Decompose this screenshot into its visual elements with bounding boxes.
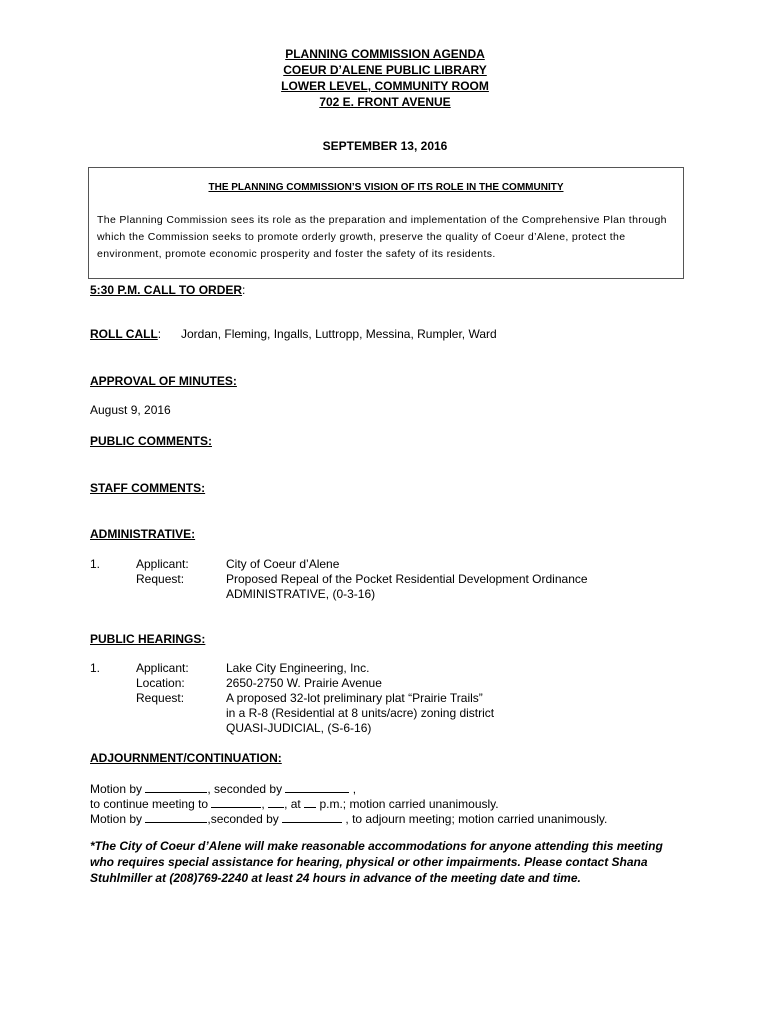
adjourn-l3b: ,seconded by <box>207 812 283 826</box>
roll-call-names: Jordan, Fleming, Ingalls, Luttropp, Messina, Rumpler, Ward <box>181 327 497 341</box>
hearing-location: 2650-2750 W. Prairie Avenue <box>226 676 382 690</box>
adjournment-heading <box>90 751 282 765</box>
meeting-date: SEPTEMBER 13, 2016 <box>322 139 448 153</box>
staff-comments-heading <box>90 481 205 495</box>
call-to-order-label: 5:30 P.M. CALL TO ORDER <box>90 283 243 297</box>
roll-call <box>90 327 161 341</box>
approval-item: August 9, 2016 <box>90 403 171 417</box>
continue-day-blank <box>268 796 284 808</box>
admin-applicant-label: Applicant: <box>136 557 189 571</box>
adjourn-motion-blank <box>145 811 207 823</box>
hearing-request-label: Request: <box>136 691 185 705</box>
hearing-item-number: 1. <box>90 661 101 675</box>
adjourn-l2c: , at <box>284 797 305 811</box>
hearing-applicant: Lake City Engineering, Inc. <box>226 661 370 675</box>
admin-request-label: Request: <box>136 572 185 586</box>
administrative-label: ADMINISTRATIVE: <box>90 527 196 541</box>
adjourn-line-1 <box>90 781 356 797</box>
adjourn-l2b: , <box>261 797 269 811</box>
call-to-order-colon: : <box>242 283 246 297</box>
adjourn-l1c: , <box>349 782 357 796</box>
adjourn-l3c: , to adjourn meeting; motion carried unanimously. <box>342 812 608 826</box>
header-title: PLANNING COMMISSION AGENDA <box>285 47 485 61</box>
header-address: 702 E. FRONT AVENUE <box>319 95 451 109</box>
accommodation-note: *The City of Coeur d’Alene will make reasonable accommodations for anyone attending this meeting who requires special assistance for hearing, physical or other impairments. Please contact Shana Stuhlmiller at (208)769-2240 at least 24 hours in advance of the meeting date and time. <box>90 839 663 885</box>
administrative-heading <box>90 527 195 541</box>
hearing-applicant-label: Applicant: <box>136 661 189 675</box>
admin-item-number: 1. <box>90 557 101 571</box>
vision-title: THE PLANNING COMMISSION’S VISION OF ITS ROLE IN THE COMMUNITY <box>208 182 564 193</box>
continue-date-blank <box>211 796 261 808</box>
vision-text: The Planning Commission sees its role as the preparation and implementation of the Comprehensive Plan through which the Commission seeks to promote orderly growth, preserve the quality of Coeur d’Alene, protect the environment, promote economic prosperity and foster the safety of its residents. <box>97 214 667 260</box>
adjourn-line-3 <box>90 811 607 827</box>
public-comments-heading <box>90 434 212 448</box>
agenda-header <box>0 46 770 110</box>
public-hearings-heading <box>90 632 205 646</box>
admin-request: Proposed Repeal of the Pocket Residential Development Ordinance <box>226 572 588 586</box>
approval-heading <box>90 374 237 388</box>
approval-label: APPROVAL OF MINUTES: <box>90 374 237 388</box>
call-to-order <box>90 283 245 297</box>
hearing-code: QUASI-JUDICIAL, (S-6-16) <box>226 721 372 735</box>
adjourn-seconded-blank <box>282 811 342 823</box>
admin-applicant: City of Coeur d’Alene <box>226 557 340 571</box>
roll-call-colon: : <box>157 327 162 341</box>
adjourn-l1a: Motion by <box>90 782 146 796</box>
adjournment-label: ADJOURNMENT/CONTINUATION: <box>90 751 282 765</box>
header-room: LOWER LEVEL, COMMUNITY ROOM <box>281 79 489 93</box>
public-hearings-label: PUBLIC HEARINGS: <box>90 632 206 646</box>
hearing-request: A proposed 32-lot preliminary plat “Prairie Trails” <box>226 691 483 705</box>
continue-time-blank <box>304 796 316 808</box>
adjourn-l1b: , seconded by <box>207 782 286 796</box>
adjourn-l2a: to continue meeting to <box>90 797 212 811</box>
seconded-by-blank <box>285 781 349 793</box>
hearing-request-zoning: in a R-8 (Residential at 8 units/acre) zoning district <box>226 706 495 720</box>
adjourn-l3a: Motion by <box>90 812 146 826</box>
adjourn-l2d: p.m.; motion carried unanimously. <box>316 797 499 811</box>
staff-comments-label: STAFF COMMENTS: <box>90 481 206 495</box>
adjourn-line-2 <box>90 796 499 812</box>
admin-code: ADMINISTRATIVE, (0-3-16) <box>226 587 376 601</box>
vision-box <box>88 167 684 279</box>
motion-by-blank <box>145 781 207 793</box>
header-venue: COEUR D’ALENE PUBLIC LIBRARY <box>283 63 487 77</box>
public-comments-label: PUBLIC COMMENTS: <box>90 434 212 448</box>
roll-call-label: ROLL CALL <box>90 327 158 341</box>
hearing-location-label: Location: <box>136 676 185 690</box>
